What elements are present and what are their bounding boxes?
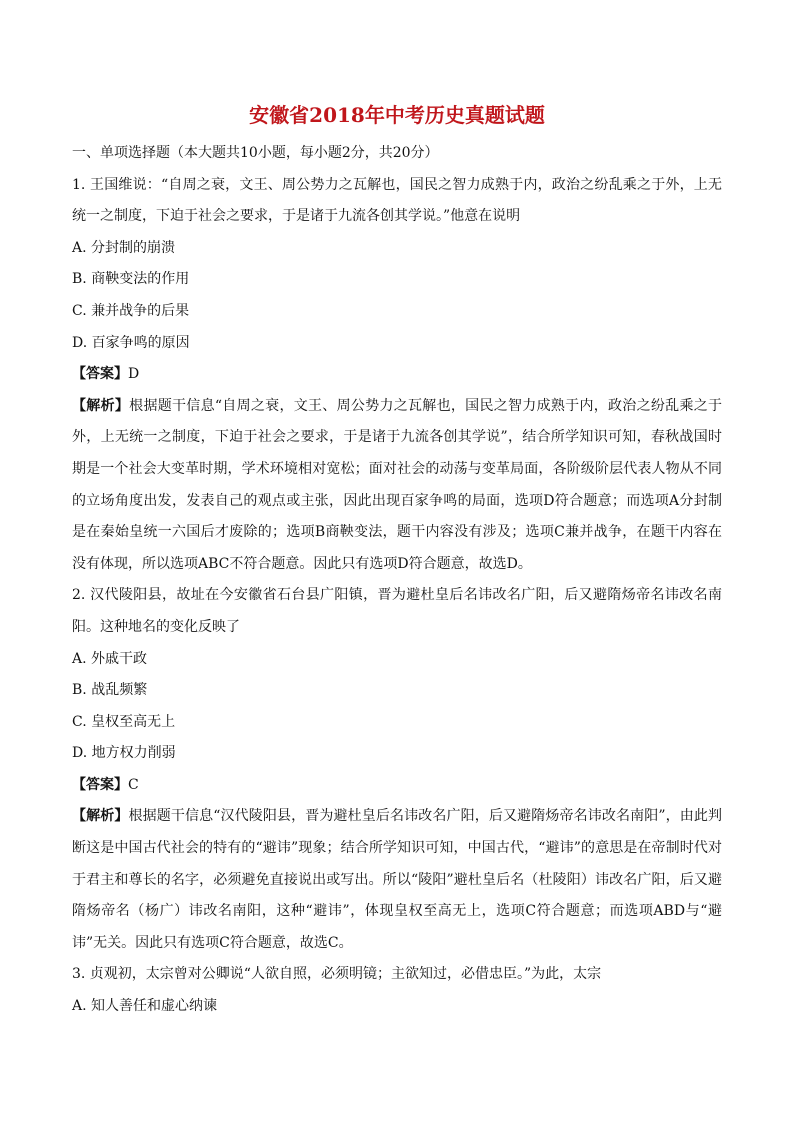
answer-value: C xyxy=(128,776,139,793)
answer-value: D xyxy=(128,366,140,383)
option-a: A. 分封制的崩溃 xyxy=(72,239,176,256)
option-d: D. 地方权力削弱 xyxy=(72,745,176,762)
question-1 xyxy=(72,170,722,581)
option-c: C. 兼并战争的后果 xyxy=(72,302,190,319)
answer-tag: 【答案】 xyxy=(72,776,128,793)
option-a: A. 知人善任和虚心纳谏 xyxy=(72,998,218,1015)
option-b: B. 商鞅变法的作用 xyxy=(72,271,190,288)
question-3 xyxy=(72,959,722,1022)
question-2 xyxy=(72,580,722,959)
option-b: B. 战乱频繁 xyxy=(72,682,148,699)
analysis-paragraph xyxy=(72,801,722,959)
analysis-paragraph xyxy=(72,391,722,581)
option-c: C. 皇权至高无上 xyxy=(72,713,176,730)
analysis-tag: 【解析】 xyxy=(72,397,130,414)
option-d: D. 百家争鸣的原因 xyxy=(72,334,190,351)
section-heading: 一、单项选择题（本大题共10小题，每小题2分，共20分） xyxy=(72,145,439,161)
page-title: 安徽省2018年中考历史真题试题 xyxy=(249,103,545,127)
answer-line xyxy=(72,770,722,802)
analysis-tag: 【解析】 xyxy=(72,808,129,825)
question-stem: 3. 贞观初，太宗曾对公卿说“人欲自照，必须明镜；主欲知过，必借忠臣。”为此，太宗 xyxy=(72,966,602,983)
question-stem: 1. 王国维说：“自周之衰，文王、周公势力之瓦解也，国民之智力成熟于内，政治之纷乱乘之于外，上无统一之制度，下迫于社会之要求，于是诸于九流各创其学说。”他意在说明 xyxy=(72,176,722,225)
question-stem: 2. 汉代陵阳县，故址在今安徽省石台县广阳镇，晋为避杜皇后名讳改名广阳，后又避隋炀帝名讳改名南阳。这种地名的变化反映了 xyxy=(72,587,722,635)
analysis-text: 根据题干信息“自周之衰，文王、周公势力之瓦解也，国民之智力成熟于内，政治之纷乱乘之于外，上无统一之制度，下迫于社会之要求，于是诸于九流各创其学说”，结合所学知识可知，春秋战国时期是一个社会大变革时期，学术环境相对宽松；面对社会的动荡与变革局面，各阶级阶层代表人物从不同的立场角度出发，发表自己的观点或主张，因此出现百家争鸣的局面，选项D符合题意；而选项A分封制是在秦始皇统一六国后才废除的；选项B商鞅变法，题干内容没有涉及；选项C兼并战争，在题干内容在没有体现，所以选项ABC不符合题意。因此只有选项D符合题意，故选D。 xyxy=(72,397,723,572)
exam-page xyxy=(72,100,722,1023)
analysis-text: 根据题干信息“汉代陵阳县，晋为避杜皇后名讳改名广阳，后又避隋炀帝名讳改名南阳”，由此判断这是中国古代社会的特有的“避讳”现象；结合所学知识可知，中国古代，“避讳”的意思是在帝制时代对于君主和尊长的名字，必须避免直接说出或写出。所以“陵阳”避杜皇后名（杜陵阳）讳改名广阳，后又避隋炀帝名（杨广）讳改名南阳，这种“避讳”，体现皇权至高无上，选项C符合题意；而选项ABD与“避讳”无关。因此只有选项C符合题意，故选C。 xyxy=(72,808,723,951)
option-a: A. 外戚干政 xyxy=(72,650,148,667)
answer-tag: 【答案】 xyxy=(72,366,128,383)
answer-line xyxy=(72,359,722,391)
